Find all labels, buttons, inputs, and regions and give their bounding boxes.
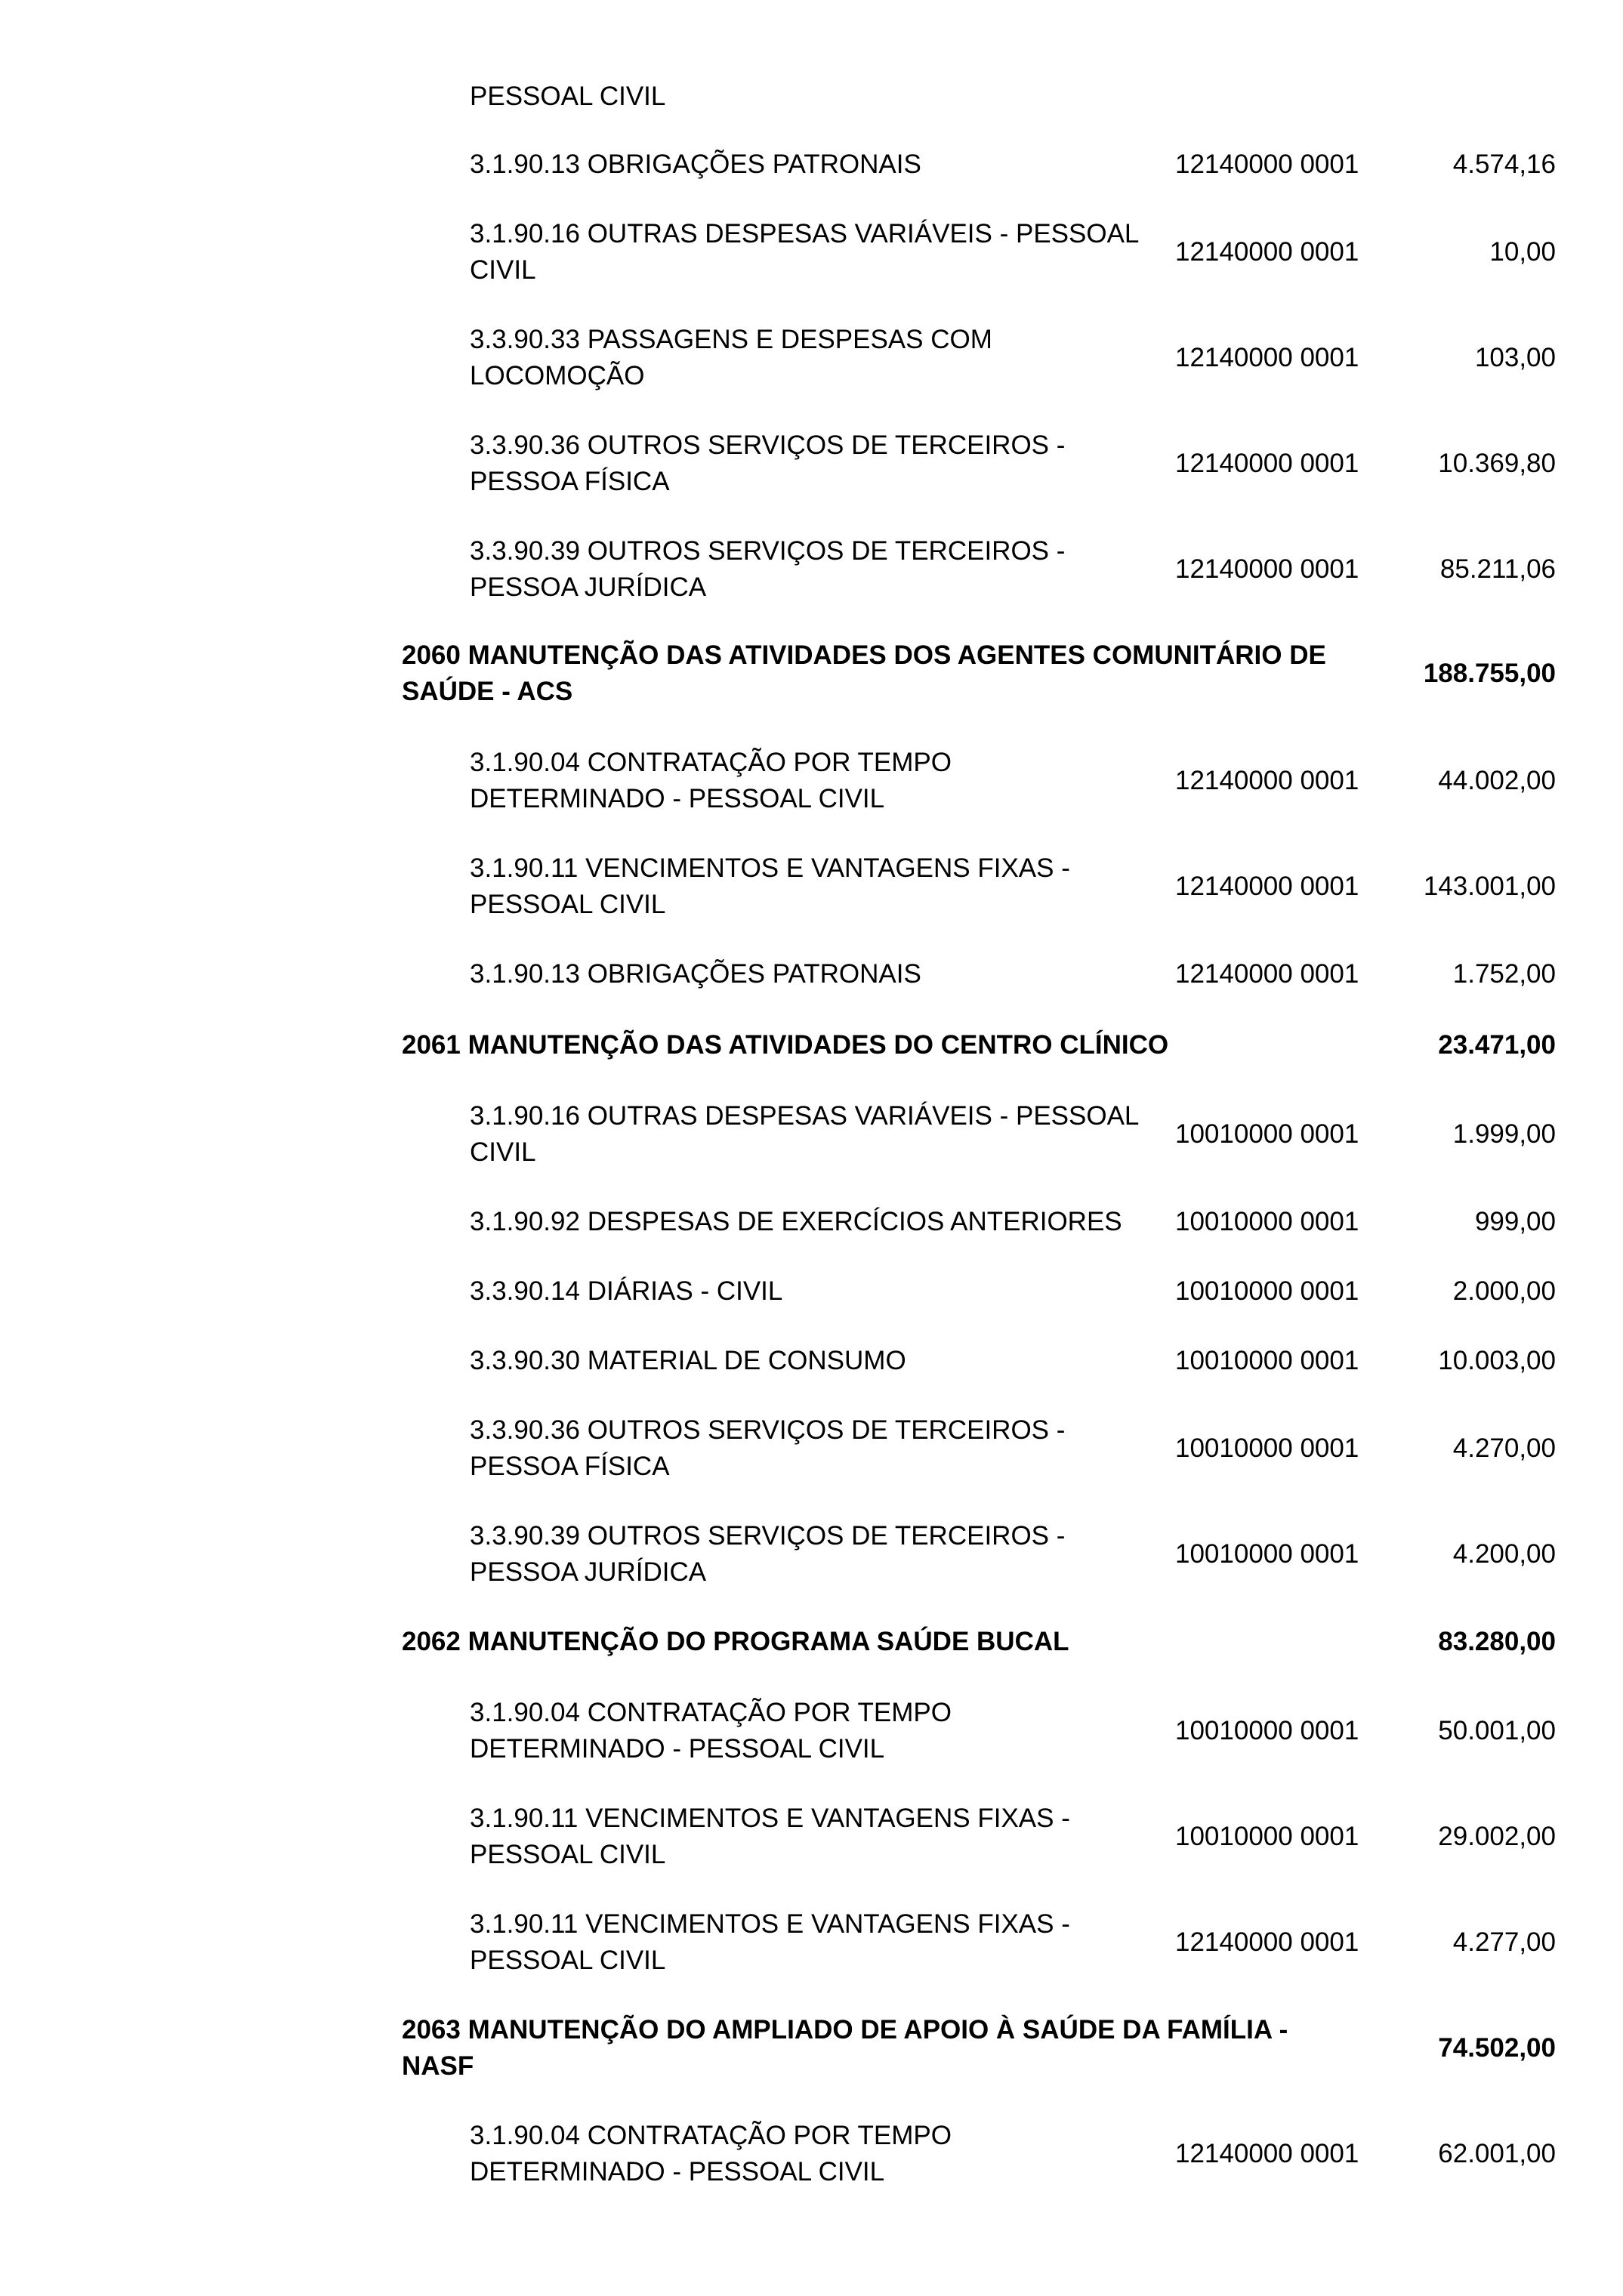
line-item-description: 3.1.90.92 DESPESAS DE EXERCÍCIOS ANTERIORES [470, 1207, 1122, 1236]
line-item-description: 3.3.90.33 PASSAGENS E DESPESAS COM LOCOMOÇÃO [470, 325, 992, 390]
line-item-row [0, 2118, 1623, 2190]
line-item-amount: 10,00 [1489, 237, 1556, 267]
line-item-description: 3.1.90.16 OUTRAS DESPESAS VARIÁVEIS - PESSOAL CIVIL [470, 219, 1140, 285]
action-title: 2061 MANUTENÇÃO DAS ATIVIDADES DO CENTRO CLÍNICO [402, 1030, 1169, 1060]
action-title: 2063 MANUTENÇÃO DO AMPLIADO DE APOIO À SAÚDE DA FAMÍLIA - NASF [402, 2015, 1288, 2081]
line-item-amount: 143.001,00 [1423, 872, 1556, 901]
line-item-description: 3.3.90.39 OUTROS SERVIÇOS DE TERCEIROS - PESSOA JURÍDICA [470, 536, 1066, 602]
line-item-amount: 10.003,00 [1438, 1346, 1556, 1375]
line-item-amount: 999,00 [1474, 1207, 1556, 1236]
action-title: 2060 MANUTENÇÃO DAS ATIVIDADES DOS AGENTES COMUNITÁRIO DE SAÚDE - ACS [402, 640, 1326, 706]
line-item-source: 10010000 0001 [1175, 1716, 1359, 1745]
line-item-description: 3.1.90.04 CONTRATAÇÃO POR TEMPO DETERMINADO - PESSOAL CIVIL [470, 748, 952, 813]
line-item-description: 3.3.90.36 OUTROS SERVIÇOS DE TERCEIROS - PESSOA FÍSICA [470, 1415, 1066, 1481]
line-item-description: 3.1.90.04 CONTRATAÇÃO POR TEMPO DETERMINADO - PESSOAL CIVIL [470, 2121, 952, 2186]
line-item-row [0, 1906, 1623, 1979]
line-item-source: 10010000 0001 [1175, 1346, 1359, 1375]
line-item-amount: 10.369,80 [1438, 449, 1556, 478]
line-item-description: 3.3.90.36 OUTROS SERVIÇOS DE TERCEIROS - PESSOA FÍSICA [470, 430, 1066, 496]
line-item-source: 10010000 0001 [1175, 1276, 1359, 1306]
line-item-source: 10010000 0001 [1175, 1822, 1359, 1851]
line-item-description: 3.3.90.30 MATERIAL DE CONSUMO [470, 1346, 906, 1375]
line-item-amount: 103,00 [1474, 343, 1556, 372]
line-item-source: 12140000 0001 [1175, 343, 1359, 372]
line-item-source: 10010000 0001 [1175, 1539, 1359, 1569]
line-item-row [0, 1343, 1623, 1379]
line-item-description: 3.1.90.11 VENCIMENTOS E VANTAGENS FIXAS - PESSOAL CIVIL [470, 1909, 1070, 1975]
line-item-row [0, 216, 1623, 289]
line-item-amount: 4.270,00 [1452, 1433, 1556, 1463]
action-total: 188.755,00 [1423, 659, 1556, 688]
line-item-row [0, 427, 1623, 500]
line-item-amount: 44.002,00 [1438, 766, 1556, 795]
line-item-source: 10010000 0001 [1175, 1433, 1359, 1463]
line-item-source: 12140000 0001 [1175, 237, 1359, 267]
line-item-description: 3.3.90.14 DIÁRIAS - CIVIL [470, 1276, 783, 1306]
action-total: 83.280,00 [1438, 1627, 1556, 1656]
line-item-row [0, 79, 1623, 115]
line-item-row [0, 533, 1623, 606]
line-item-amount: 2.000,00 [1452, 1276, 1556, 1306]
line-item-row [0, 956, 1623, 992]
line-item-row [0, 745, 1623, 817]
line-item-amount: 29.002,00 [1438, 1822, 1556, 1851]
action-header-row [0, 1027, 1623, 1063]
line-item-source: 12140000 0001 [1175, 150, 1359, 179]
action-total: 23.471,00 [1438, 1030, 1556, 1060]
action-header-row [0, 2012, 1623, 2085]
line-item-row [0, 147, 1623, 183]
action-header-row [0, 637, 1623, 710]
line-item-source: 10010000 0001 [1175, 1207, 1359, 1236]
line-item-description: 3.1.90.13 OBRIGAÇÕES PATRONAIS [470, 959, 921, 989]
line-item-description: 3.1.90.13 OBRIGAÇÕES PATRONAIS [470, 150, 921, 179]
line-item-source: 12140000 0001 [1175, 959, 1359, 989]
line-item-description: 3.1.90.11 VENCIMENTOS E VANTAGENS FIXAS - PESSOAL CIVIL [470, 853, 1070, 919]
line-item-row [0, 1518, 1623, 1591]
line-item-amount: 1.999,00 [1452, 1119, 1556, 1149]
action-title: 2062 MANUTENÇÃO DO PROGRAMA SAÚDE BUCAL [402, 1627, 1069, 1656]
action-total: 74.502,00 [1438, 2033, 1556, 2063]
line-item-row [0, 322, 1623, 394]
line-item-source: 12140000 0001 [1175, 554, 1359, 584]
line-item-row [0, 1801, 1623, 1873]
line-item-row [0, 1204, 1623, 1240]
line-item-description: 3.3.90.39 OUTROS SERVIÇOS DE TERCEIROS - PESSOA JURÍDICA [470, 1521, 1066, 1587]
line-item-source: 12140000 0001 [1175, 766, 1359, 795]
line-item-row [0, 1098, 1623, 1171]
line-item-row [0, 850, 1623, 923]
line-item-amount: 4.277,00 [1452, 1927, 1556, 1957]
line-item-amount: 1.752,00 [1452, 959, 1556, 989]
action-header-row [0, 1624, 1623, 1660]
line-item-amount: 4.574,16 [1452, 150, 1556, 179]
line-item-amount: 50.001,00 [1438, 1716, 1556, 1745]
line-item-source: 12140000 0001 [1175, 872, 1359, 901]
line-item-source: 10010000 0001 [1175, 1119, 1359, 1149]
line-item-description: 3.1.90.04 CONTRATAÇÃO POR TEMPO DETERMINADO - PESSOAL CIVIL [470, 1698, 952, 1764]
line-item-source: 12140000 0001 [1175, 1927, 1359, 1957]
line-item-description: PESSOAL CIVIL [470, 82, 666, 111]
line-item-row [0, 1695, 1623, 1767]
line-item-description: 3.1.90.11 VENCIMENTOS E VANTAGENS FIXAS - PESSOAL CIVIL [470, 1804, 1070, 1869]
line-item-row [0, 1273, 1623, 1310]
line-item-amount: 62.001,00 [1438, 2139, 1556, 2168]
line-item-source: 12140000 0001 [1175, 449, 1359, 478]
line-item-row [0, 1412, 1623, 1485]
line-item-description: 3.1.90.16 OUTRAS DESPESAS VARIÁVEIS - PESSOAL CIVIL [470, 1101, 1140, 1167]
line-item-amount: 4.200,00 [1452, 1539, 1556, 1569]
line-item-amount: 85.211,06 [1439, 554, 1556, 584]
line-item-source: 12140000 0001 [1175, 2139, 1359, 2168]
